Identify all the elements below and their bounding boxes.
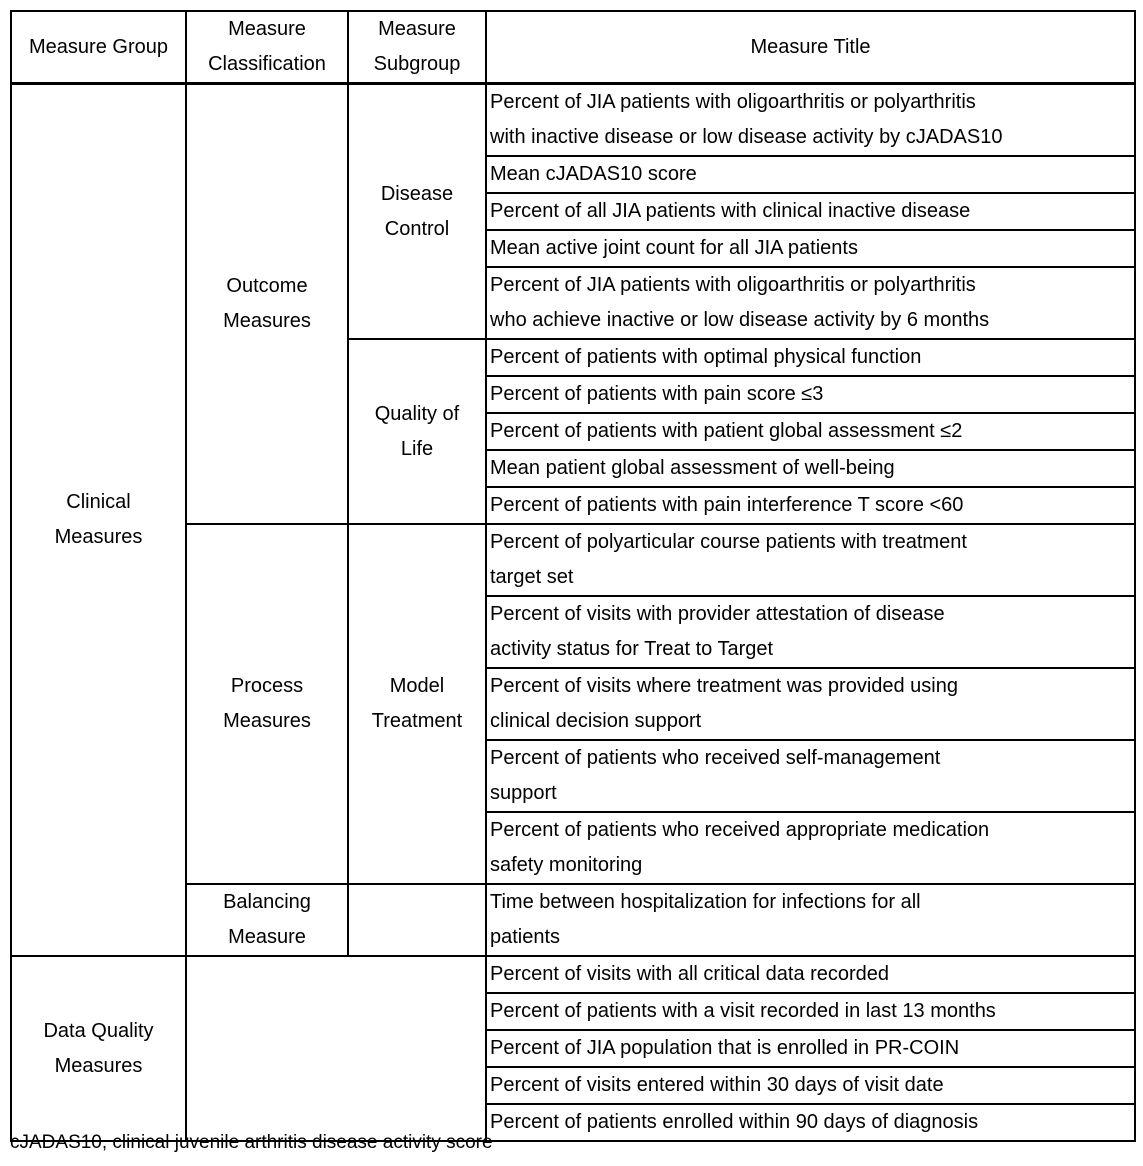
subgroup-cell: Model Treatment xyxy=(348,524,486,884)
measure-title-cell: Time between hospitalization for infections for all patients xyxy=(486,884,1135,956)
measure-title-cell: Mean cJADAS10 score xyxy=(486,156,1135,193)
group-cell: Clinical Measures xyxy=(11,84,186,957)
measure-title-cell: Percent of JIA population that is enrolled in PR-COIN xyxy=(486,1030,1135,1067)
header-subgroup: Measure Subgroup xyxy=(348,11,486,84)
measures-table xyxy=(10,10,1136,1142)
classification-cell xyxy=(186,956,486,1141)
measure-title-cell: Percent of patients with pain interference T score <60 xyxy=(486,487,1135,524)
table-row xyxy=(11,84,1135,157)
measure-title-cell: Mean active joint count for all JIA patients xyxy=(486,230,1135,267)
table-row xyxy=(11,956,1135,993)
classification-cell: Outcome Measures xyxy=(186,84,348,525)
measure-title-cell: Percent of patients with optimal physical function xyxy=(486,339,1135,376)
measure-title-cell: Percent of JIA patients with oligoarthritis or polyarthritis who achieve inactive or low disease activity by 6 months xyxy=(486,267,1135,339)
measure-title-cell: Percent of visits entered within 30 days of visit date xyxy=(486,1067,1135,1104)
footnote: cJADAS10, clinical juvenile arthritis disease activity score xyxy=(10,1132,493,1153)
header-group: Measure Group xyxy=(11,11,186,84)
measure-title-cell: Percent of visits with provider attestation of disease activity status for Treat to Target xyxy=(486,596,1135,668)
header-classification: Measure Classification xyxy=(186,11,348,84)
measure-title-cell: Percent of polyarticular course patients with treatment target set xyxy=(486,524,1135,596)
measure-title-cell: Percent of visits where treatment was provided using clinical decision support xyxy=(486,668,1135,740)
header-title: Measure Title xyxy=(486,11,1135,84)
measure-title-cell: Percent of patients who received appropriate medication safety monitoring xyxy=(486,812,1135,884)
measure-title-cell: Percent of all JIA patients with clinical inactive disease xyxy=(486,193,1135,230)
measure-title-cell: Percent of patients who received self-management support xyxy=(486,740,1135,812)
subgroup-cell: Disease Control xyxy=(348,84,486,340)
header-row xyxy=(11,11,1135,84)
subgroup-cell xyxy=(348,884,486,956)
measure-title-cell: Percent of patients with pain score ≤3 xyxy=(486,376,1135,413)
subgroup-cell: Quality of Life xyxy=(348,339,486,524)
measure-title-cell: Percent of JIA patients with oligoarthritis or polyarthritis with inactive disease or low disease activity by cJADAS10 xyxy=(486,84,1135,157)
classification-cell: Balancing Measure xyxy=(186,884,348,956)
measure-title-cell: Percent of visits with all critical data recorded xyxy=(486,956,1135,993)
measure-title-cell: Percent of patients with a visit recorded in last 13 months xyxy=(486,993,1135,1030)
measure-title-cell: Percent of patients enrolled within 90 days of diagnosis xyxy=(486,1104,1135,1141)
measure-title-cell: Mean patient global assessment of well-being xyxy=(486,450,1135,487)
group-cell: Data Quality Measures xyxy=(11,956,186,1141)
measure-title-cell: Percent of patients with patient global assessment ≤2 xyxy=(486,413,1135,450)
classification-cell: Process Measures xyxy=(186,524,348,884)
